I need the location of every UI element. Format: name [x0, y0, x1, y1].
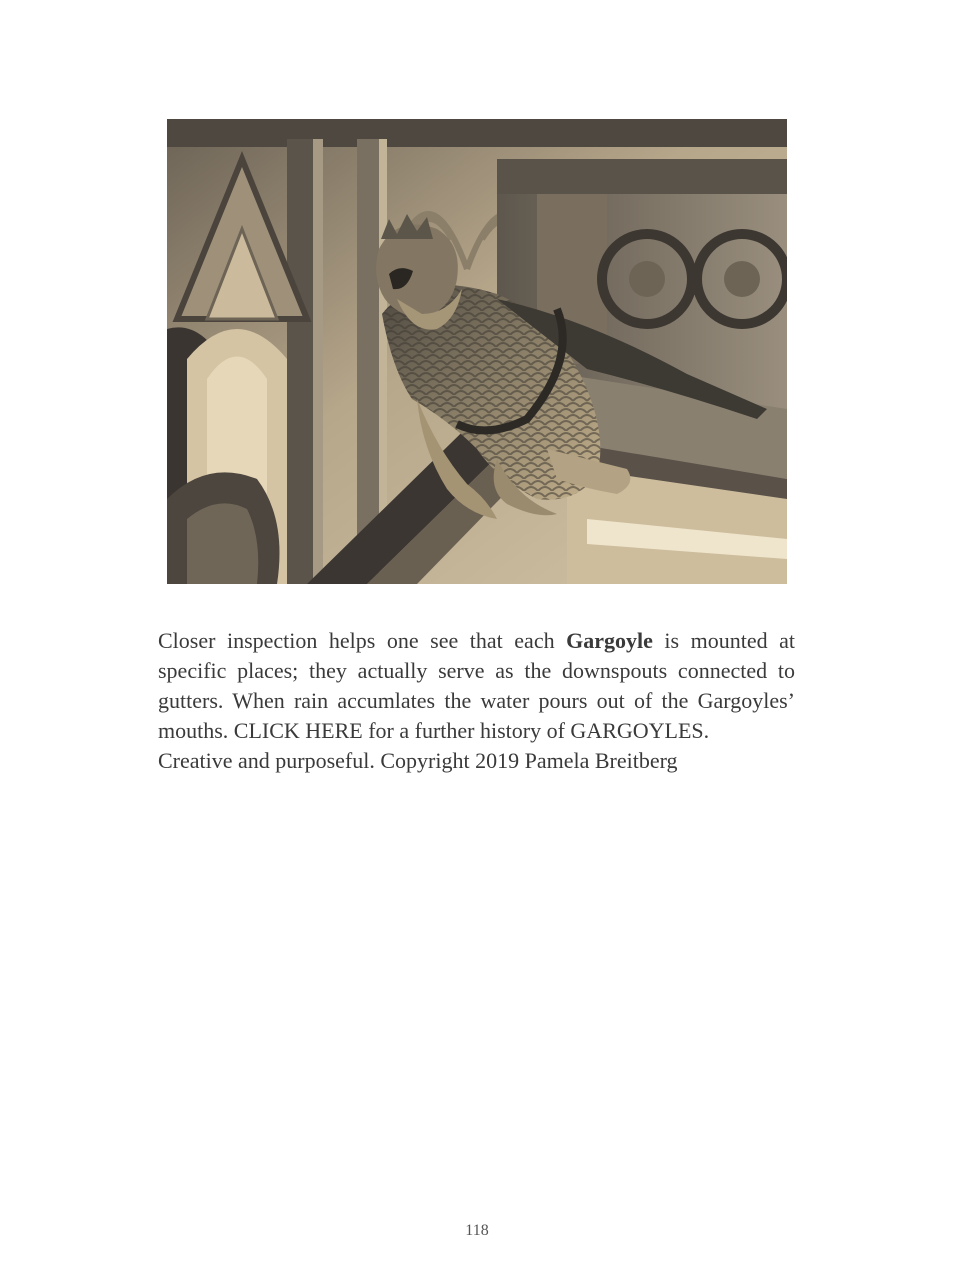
gargoyle-photo [167, 119, 787, 584]
paragraph-last-line: Creative and purposeful. Copyright 2019 Pamela Breitberg [158, 748, 678, 773]
paragraph-text-rest: is mounted at specific places; they actually serve as the downspouts connected to gutters. When rain accumlates the water pours out of the Gargoyles’ mouths. CLICK HERE for a further history of GARGOYLES. [158, 628, 795, 743]
page-number: 118 [465, 1222, 489, 1239]
paragraph-text-start: Closer inspection helps one see that each [158, 628, 567, 653]
gargoyle-term: Gargoyle [566, 628, 653, 653]
body-paragraph [158, 626, 795, 776]
